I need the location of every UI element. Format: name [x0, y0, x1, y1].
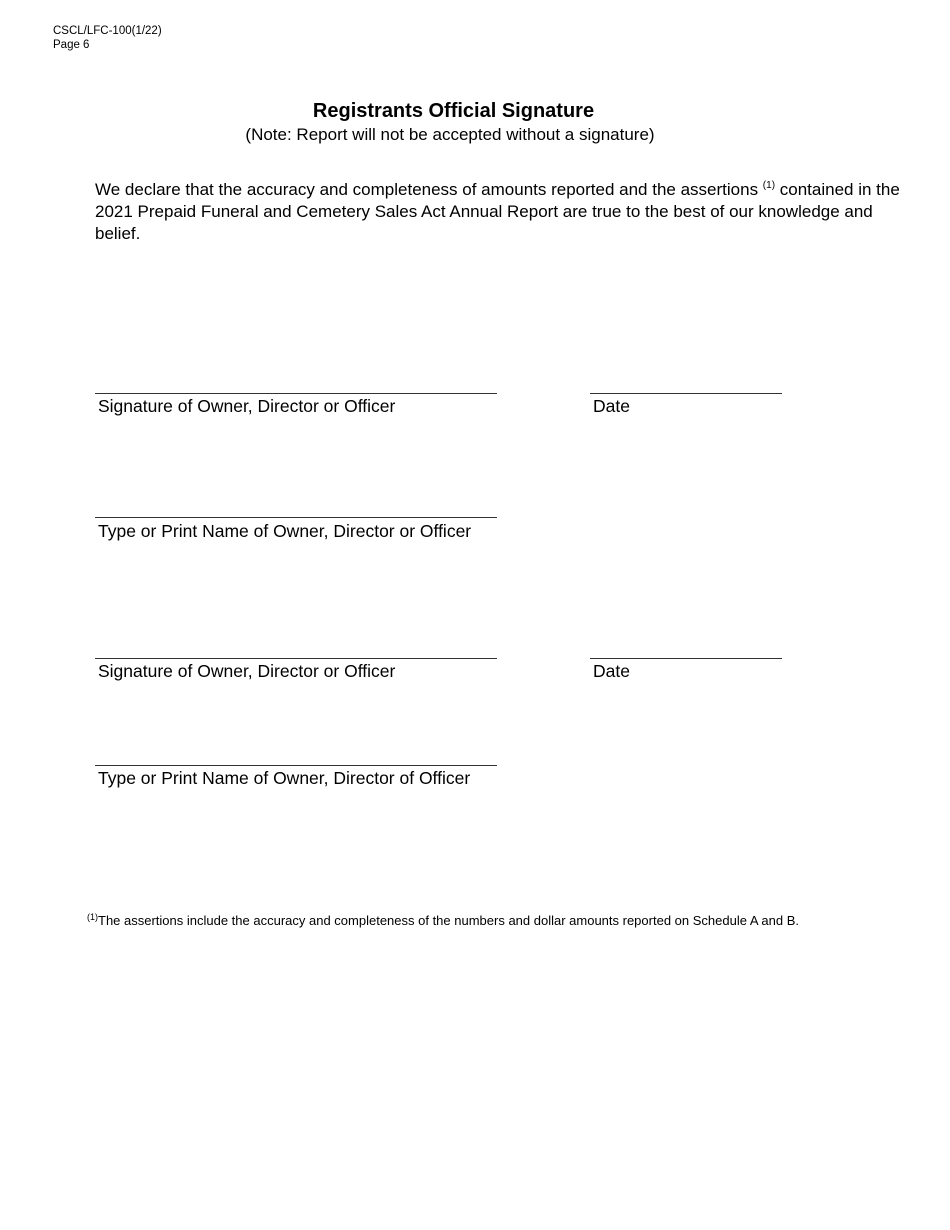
signature-label-1: Signature of Owner, Director or Officer	[98, 396, 396, 416]
form-identifier	[53, 24, 162, 52]
footnote-marker: (1)	[762, 180, 776, 191]
date-label-2: Date	[593, 661, 630, 681]
declaration-text-after: contained in the 2021 Prepaid Funeral and Cemetery Sales Act Annual Report are true to the best of our knowledge and belief.	[95, 180, 900, 243]
signature-note: (Note: Report will not be accepted without a signature)	[245, 125, 655, 144]
declaration-paragraph	[95, 179, 910, 245]
footnote	[87, 912, 927, 930]
date-label-1: Date	[593, 396, 630, 416]
date-line-2[interactable]	[590, 658, 782, 659]
form-number: CSCL/LFC-100(1/22)	[53, 25, 162, 37]
page-title: Registrants Official Signature	[312, 100, 595, 122]
signature-line-2[interactable]	[95, 658, 497, 659]
signature-line-1[interactable]	[95, 393, 497, 394]
footnote-marker-ref: (1)	[87, 912, 98, 922]
print-name-line-2[interactable]	[95, 765, 497, 766]
signature-label-2: Signature of Owner, Director or Officer	[98, 661, 396, 681]
date-line-1[interactable]	[590, 393, 782, 394]
page-number: Page 6	[53, 39, 90, 51]
footnote-text: The assertions include the accuracy and completeness of the numbers and dollar amounts reported on Schedule A and B.	[98, 913, 799, 928]
print-name-label-1: Type or Print Name of Owner, Director or Officer	[98, 521, 472, 541]
print-name-line-1[interactable]	[95, 517, 497, 518]
declaration-text-before: We declare that the accuracy and completeness of amounts reported and the assertions	[95, 180, 763, 199]
print-name-label-2: Type or Print Name of Owner, Director of Officer	[98, 768, 471, 788]
